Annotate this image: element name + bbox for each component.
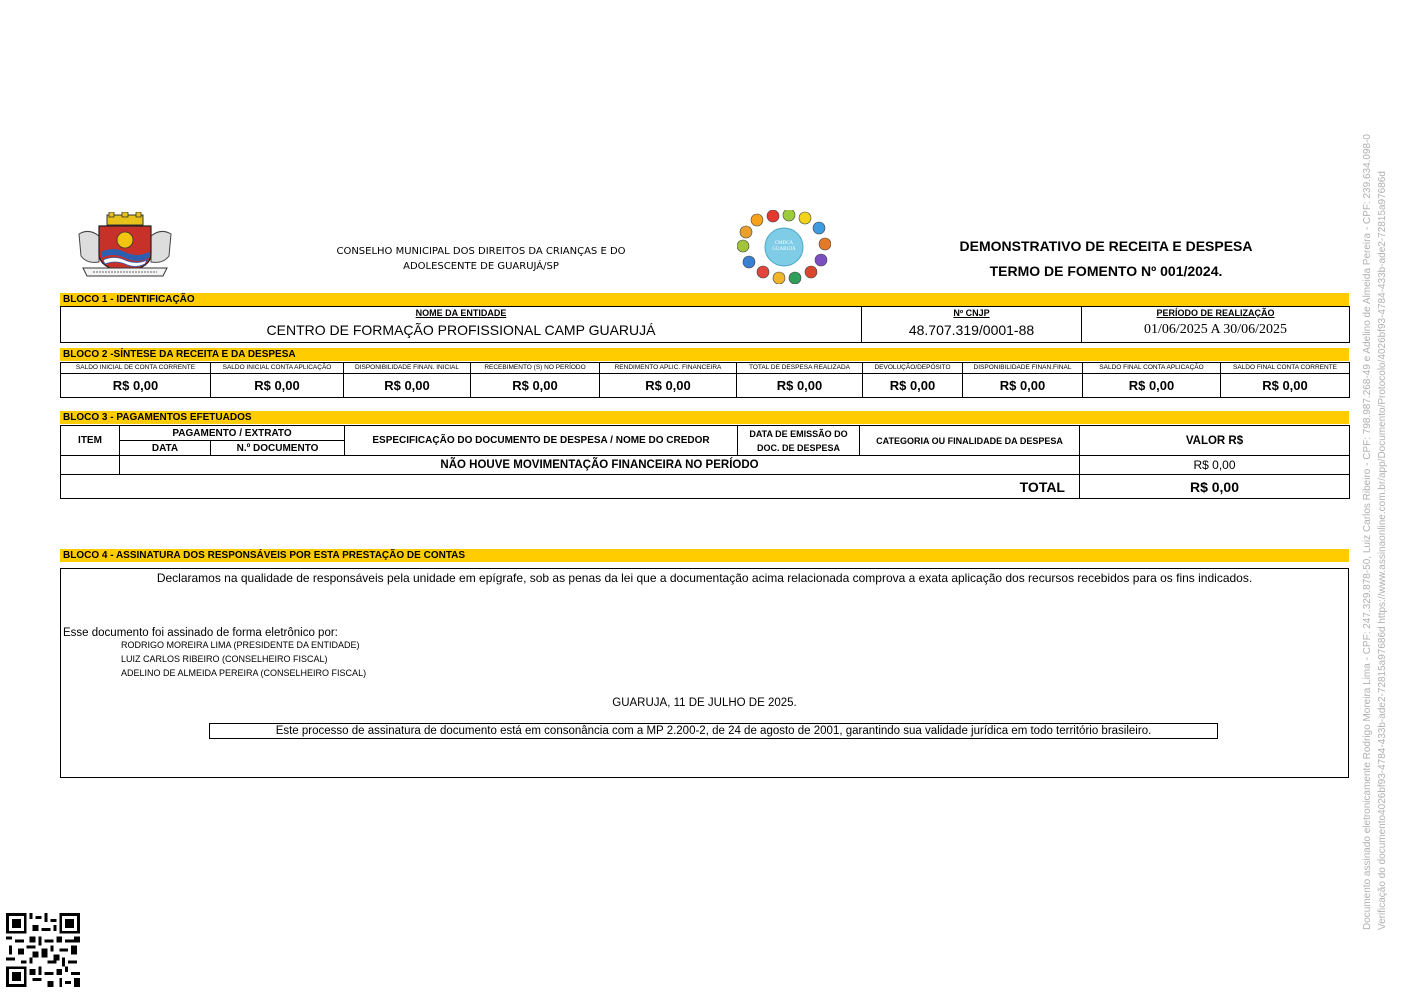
b2-header: DISPONIBILIDADE FINAN. INICIAL xyxy=(344,363,471,374)
council-name xyxy=(300,244,662,274)
bloco2-table xyxy=(60,362,1350,398)
payment-header: PAGAMENTO / EXTRATO xyxy=(120,426,345,441)
date-header: DATA xyxy=(120,441,211,456)
doc-number-header: N.º DOCUMENTO xyxy=(211,441,345,456)
b2-header: SALDO FINAL CONTA APLICAÇÃO xyxy=(1083,363,1221,374)
cmdca-logo-text: CMDCA GUARUJÁ xyxy=(772,241,796,252)
period-header: PERÍODO DE REALIZAÇÃO xyxy=(1156,308,1275,318)
b2-value: R$ 0,00 xyxy=(1221,374,1350,398)
b2-header: DISPONIBILIDADE FINAN.FINAL xyxy=(963,363,1083,374)
legal-note: Este processo de assinatura de documento está em consonância com a MP 2.200-2, de 24 de agosto de 2001, garantindo sua validade jurídica em todo território brasileiro. xyxy=(209,723,1218,739)
b2-value: R$ 0,00 xyxy=(61,374,211,398)
bloco1-table xyxy=(60,306,1350,343)
stamp-line1: Documento assinado eletronicamente Rodrigo Moreira Lima - CPF: 247.329.878-50, Luiz Carlos Ribeiro - CPF: 798.987.268-49 e Adelino de Almeida Pereira - CPF: 239.634.098-0 xyxy=(1362,134,1373,930)
bloco3-bar: BLOCO 3 - PAGAMENTOS EFETUADOS xyxy=(60,411,1349,424)
place-date: GUARUJA, 11 DE JULHO DE 2025. xyxy=(612,697,797,709)
issue-date-header-line2: DOC. DE DESPESA xyxy=(756,442,841,453)
b2-value: R$ 0,00 xyxy=(863,374,963,398)
verification-qr-code[interactable] xyxy=(6,913,80,987)
cmdca-logo xyxy=(737,210,831,284)
coat-of-arms-logo xyxy=(77,212,173,278)
council-name-line1: CONSELHO MUNICIPAL DOS DIREITOS DA CRIANÇAS E DO xyxy=(336,246,626,257)
signed-intro: Esse documento foi assinado de forma eletrônico por: xyxy=(63,627,338,639)
cnpj-header: Nº CNJP xyxy=(953,308,990,318)
b2-header: SALDO INICIAL CONTA APLICAÇÃO xyxy=(211,363,344,374)
bloco2-bar: BLOCO 2 -SÍNTESE DA RECEITA E DA DESPESA xyxy=(60,348,1349,361)
stamp-line2: Verificação do documento4026bf93-4784-433b-ade2-72815a97686d https://www.assinaonline.com.br/app/Documento/Protocolo/4026bf93-4784-433b-ade2-72815a97686d xyxy=(1377,171,1388,930)
no-movement-row: NÃO HOUVE MOVIMENTAÇÃO FINANCEIRA NO PERÍODO xyxy=(120,456,1080,475)
issue-date-header xyxy=(738,426,860,456)
b2-header: RENDIMENTO APLIC. FINANCEIRA xyxy=(600,363,737,374)
bloco1-bar: BLOCO 1 - IDENTIFICAÇÃO xyxy=(60,293,1349,306)
title-line2: TERMO DE FOMENTO Nº 001/2024. xyxy=(989,263,1223,279)
b2-value: R$ 0,00 xyxy=(211,374,344,398)
issue-date-header-line1: DATA DE EMISSÃO DO xyxy=(749,428,848,439)
signature-stamp xyxy=(1360,0,1390,930)
council-name-line2: ADOLESCENTE DE GUARUJÁ/SP xyxy=(403,261,559,272)
signer-2: LUIZ CARLOS RIBEIRO (CONSELHEIRO FISCAL) xyxy=(121,654,328,664)
b2-value: R$ 0,00 xyxy=(737,374,863,398)
bloco3-table xyxy=(60,425,1350,499)
document-title xyxy=(900,234,1312,284)
entity-header: NOME DA ENTIDADE xyxy=(415,308,507,318)
b2-value: R$ 0,00 xyxy=(471,374,600,398)
period-value: 01/06/2025 A 30/06/2025 xyxy=(1143,322,1288,337)
b2-value: R$ 0,00 xyxy=(963,374,1083,398)
title-line1: DEMONSTRATIVO DE RECEITA E DESPESA xyxy=(959,238,1253,254)
category-header: CATEGORIA OU FINALIDADE DA DESPESA xyxy=(860,426,1080,456)
b2-header: DEVOLUÇÃO/DEPÓSITO xyxy=(863,363,963,374)
item-cell xyxy=(61,456,120,475)
total-value: R$ 0,00 xyxy=(1080,475,1350,499)
cnpj-value: 48.707.319/0001-88 xyxy=(908,322,1035,338)
cnpj-cell xyxy=(862,307,1082,343)
signer-3: ADELINO DE ALMEIDA PEREIRA (CONSELHEIRO FISCAL) xyxy=(121,668,367,678)
b2-value: R$ 0,00 xyxy=(600,374,737,398)
period-cell xyxy=(1082,307,1350,343)
declaration-text: Declaramos na qualidade de responsáveis pela unidade em epígrafe, sob as penas da lei que a documentação acima relacionada comprova a exata aplicação dos recursos recebidos para os fins indicados. xyxy=(156,571,1253,585)
total-label: TOTAL xyxy=(61,475,1080,499)
row-value: R$ 0,00 xyxy=(1080,456,1350,475)
entity-cell xyxy=(61,307,862,343)
value-header: VALOR R$ xyxy=(1080,426,1350,456)
entity-value: CENTRO DE FORMAÇÃO PROFISSIONAL CAMP GUARUJÁ xyxy=(266,322,656,338)
b2-value: R$ 0,00 xyxy=(344,374,471,398)
b2-header: SALDO FINAL CONTA CORRENTE xyxy=(1221,363,1350,374)
b2-value: R$ 0,00 xyxy=(1083,374,1221,398)
bloco4-bar: BLOCO 4 - ASSINATURA DOS RESPONSÁVEIS POR ESTA PRESTAÇÃO DE CONTAS xyxy=(60,549,1349,562)
b2-header: SALDO INICIAL DE CONTA CORRENTE xyxy=(61,363,211,374)
b2-header: TOTAL DE DESPESA REALIZADA xyxy=(737,363,863,374)
item-header: ITEM xyxy=(61,426,120,456)
spec-header: ESPECIFICAÇÃO DO DOCUMENTO DE DESPESA / NOME DO CREDOR xyxy=(345,426,738,456)
signer-1: RODRIGO MOREIRA LIMA (PRESIDENTE DA ENTIDADE) xyxy=(121,640,360,650)
b2-header: RECEBIMENTO (S) NO PERÍODO xyxy=(471,363,600,374)
